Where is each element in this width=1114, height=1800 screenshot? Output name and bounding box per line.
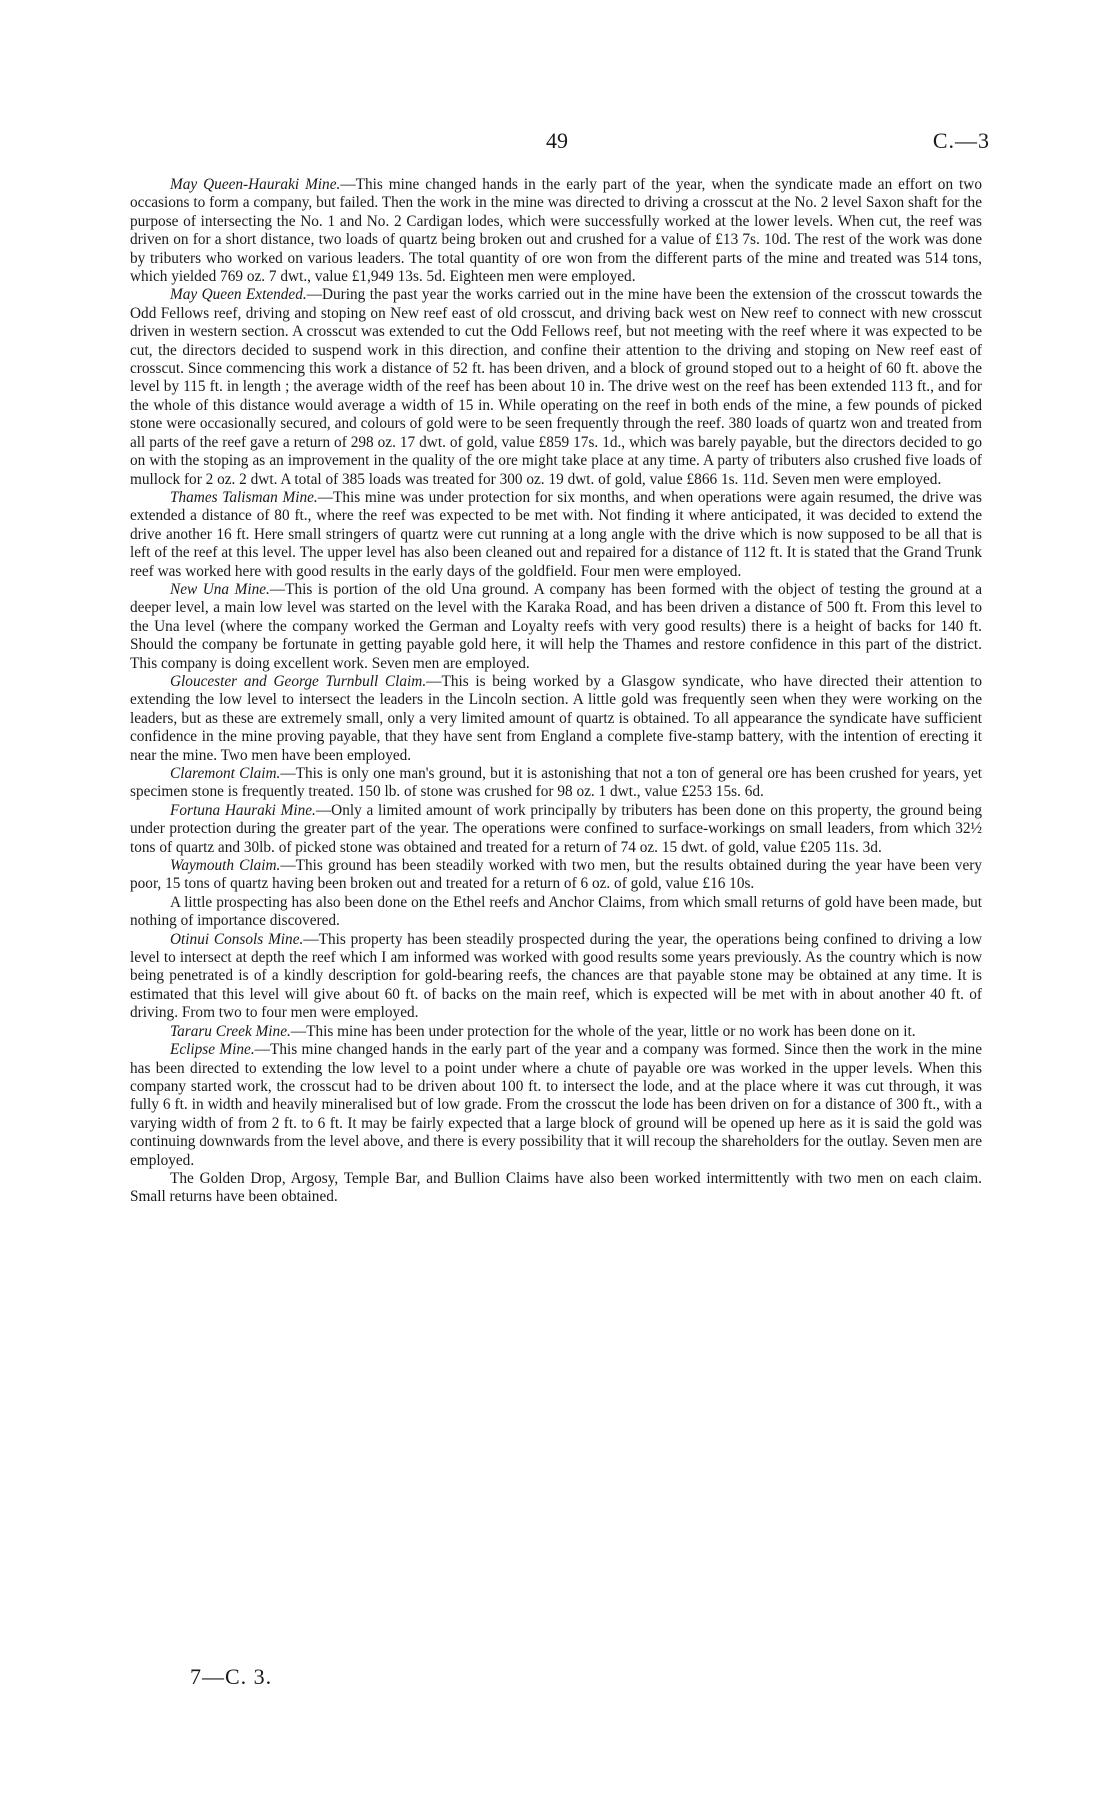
mine-title: Eclipse Mine.	[170, 1041, 255, 1059]
paragraph-text: A little prospecting has also been done on the Ethel reefs and Anchor Claims, from which small returns of gold have been made, but nothing of importance discovered.	[130, 893, 982, 930]
paragraph-text: —This mine changed hands in the early part of the year and a company was formed. Since then the work in the mine has been directed to extending the low level to a point under where a chute of payable ore was worked in the upper levels. When this company started work, the crosscut had to be driven about 100 ft. to intersect the lode, and at the place where it was cut through, it was fully 6 ft. in width and heavily mineralised but of low grade. From the crosscut the lode has been driven on for a distance of 300 ft., with a varying width of from 2 ft. to 6 ft. It may be fairly expected that a large block of ground will be opened up here as it is said the gold was continuing downwards from the level above, and there is every possibility that it will recoup the shareholders for the outlay. Seven men are employed.	[130, 1041, 982, 1169]
mine-title: Claremont Claim.	[170, 765, 281, 782]
paragraph-text: —Only a limited amount of work principally by tributers has been done on this property, the ground being under protection during the greater part of the year. The operations were confined to surface-workings on small leaders, from which 32½ tons of quartz and 30lb. of picked stone was obtained and treated for a return of 74 oz. 15 dwt. of gold, value £205 11s. 3d.	[130, 801, 982, 856]
page-number: 49	[546, 128, 568, 153]
page-reference: C.—3	[932, 128, 990, 153]
paragraph-may-queen-extended	[130, 286, 982, 488]
mine-title: Otinui Consols Mine.	[170, 930, 304, 948]
paragraph-fortuna-hauraki	[130, 802, 982, 857]
mine-title: Fortuna Hauraki Mine.	[170, 801, 316, 819]
mine-title: Gloucester and George Turnbull Claim.	[170, 672, 427, 690]
paragraph-text: —This ground has been steadily worked with two men, but the results obtained during the year have been very poor, 15 tons of quartz having been broken out and treated for a return of 6 oz. of gold, value £16 10s.	[130, 857, 982, 893]
paragraph-ethel-anchor	[130, 894, 982, 931]
paragraph-text: —This is portion of the old Una ground. A company has been formed with the object of testing the ground at a deeper level, a main low level was started on the level with the Karaka Road, and has been driven a distance of 500 ft. From this level to the Una level (where the company worked the German and Loyalty reefs with very good results) there is a height of backs for 140 ft. Should the company be fortunate in getting payable gold here, it will help the Thames and restore confidence in this part of the district. This company is doing excellent work. Seven men are employed.	[130, 580, 982, 672]
paragraph-tararu-creek	[130, 1023, 982, 1041]
report-body	[130, 176, 982, 1207]
paragraph-gloucester-turnbull	[130, 673, 982, 765]
paragraph-text: —This property has been steadily prospected during the year, the operations being confined to driving a low level to intersect at depth the reef which I am informed was worked with good results some years previously. As the country which is now being penetrated is of a kindly description for gold-bearing reefs, the chances are that payable stone may be obtained at any time. It is estimated that this level will give about 60 ft. of backs on the main reef, which is expected will be met with in about another 40 ft. of driving. From two to four men were employed.	[130, 930, 982, 1022]
paragraph-otinui-consols	[130, 931, 982, 1023]
mine-title: Waymouth Claim.	[170, 857, 281, 875]
mine-title: Thames Talisman Mine.	[170, 488, 318, 506]
paragraph-text: —This is only one man's ground, but it is astonishing that not a ton of general ore has been crushed for years, yet specimen stone is frequently treated. 150 lb. of stone was crushed for 98 oz. 1 dwt., value £253 15s. 6d.	[130, 765, 982, 801]
paragraph-new-una	[130, 581, 982, 673]
paragraph-eclipse	[130, 1041, 982, 1170]
signature-mark: 7—C. 3.	[190, 1664, 273, 1689]
paragraph-text: —This mine changed hands in the early part of the year, when the syndicate made an effort on two occasions to form a company, but failed. Then the work in the mine was directed to driving a crosscut at the No. 2 level Saxon shaft for the purpose of intersecting the No. 1 and No. 2 Cardigan lodes, which were successfully worked at the lower levels. When cut, the reef was driven on for a short distance, two loads of quartz being broken out and crushed for a value of £13 7s. 10d. The rest of the work was done by tributers who worked on various leaders. The total quantity of ore won from the different parts of the mine and treated was 514 tons, which yielded 769 oz. 7 dwt., value £1,949 13s. 5d. Eighteen men were employed.	[130, 176, 982, 286]
paragraph-text: —This is being worked by a Glasgow syndicate, who have directed their attention to extending the low level to intersect the leaders in the Lincoln section. A little gold was frequently seen when they were working on the leaders, but as these are extremely small, only a very limited amount of quartz is obtained. To all appearance the syndicate have sufficient confidence in the mine proving payable, that they have sent from England a complete five-stamp battery, with the intention of erecting it near the mine. Two men have been employed.	[130, 672, 983, 764]
paragraph-claremont	[130, 765, 982, 802]
paragraph-text: The Golden Drop, Argosy, Temple Bar, and Bullion Claims have also been worked intermittently with two men on each claim. Small returns have been obtained.	[130, 1169, 982, 1206]
mine-title: New Una Mine.	[170, 580, 270, 598]
mine-title: May Queen Extended.	[170, 286, 307, 304]
paragraph-may-queen-hauraki	[130, 176, 982, 286]
paragraph-golden-drop	[130, 1170, 982, 1207]
paragraph-thames-talisman	[130, 489, 982, 581]
paragraph-waymouth	[130, 857, 982, 894]
paragraph-text: —During the past year the works carried out in the mine have been the extension of the crosscut towards the Odd Fellows reef, driving and stoping on New reef east of old crosscut, and driving back west on New reef to connect with new crosscut driven in western section. A crosscut was extended to cut the Odd Fellows reef, but not meeting with the reef where it was expected to be cut, the directors decided to suspend work in this direction, and confine their attention to the driving and stoping on New reef east of crosscut. Since commencing this work a distance of 52 ft. has been driven, and a block of ground stoped out to a height of 60 ft. above the level by 115 ft. in length ; the average width of the reef has been about 10 in. The drive west on the reef has been extended 113 ft., and for the whole of this distance would average a width of 15 in. While operating on the reef in both ends of the mine, a few pounds of picked stone were occasionally secured, and colours of gold were to be seen frequently through the reef. 380 loads of quartz won and treated from all parts of the reef gave a return of 298 oz. 17 dwt. of gold, value £859 17s. 1d., which was barely payable, but the directors decided to go on with the stoping as an improvement in the quality of the ore might take place at any time. A party of tributers also crushed five loads of mullock for 2 oz. 2 dwt. A total of 385 loads was treated for 300 oz. 19 dwt. of gold, value £866 1s. 11d. Seven men were employed.	[130, 286, 983, 488]
mine-title: May Queen-Hauraki Mine.	[170, 176, 341, 193]
mine-title: Tararu Creek Mine.	[170, 1022, 291, 1040]
paragraph-text: —This mine was under protection for six months, and when operations were again resumed, the drive was extended a distance of 80 ft., where the reef was expected to be met with. Not finding it where anticipated, it was decided to extend the drive another 16 ft. Here small stringers of quartz were cut running at a long angle with the drive which is now supposed to be all that is left of the reef at this level. The upper level has also been cleaned out and repaired for a distance of 112 ft. It is stated that the Grand Trunk reef was worked here with good results in the early days of the goldfield. Four men were employed.	[130, 488, 982, 580]
paragraph-text: —This mine has been under protection for the whole of the year, little or no work has been done on it.	[290, 1022, 916, 1040]
